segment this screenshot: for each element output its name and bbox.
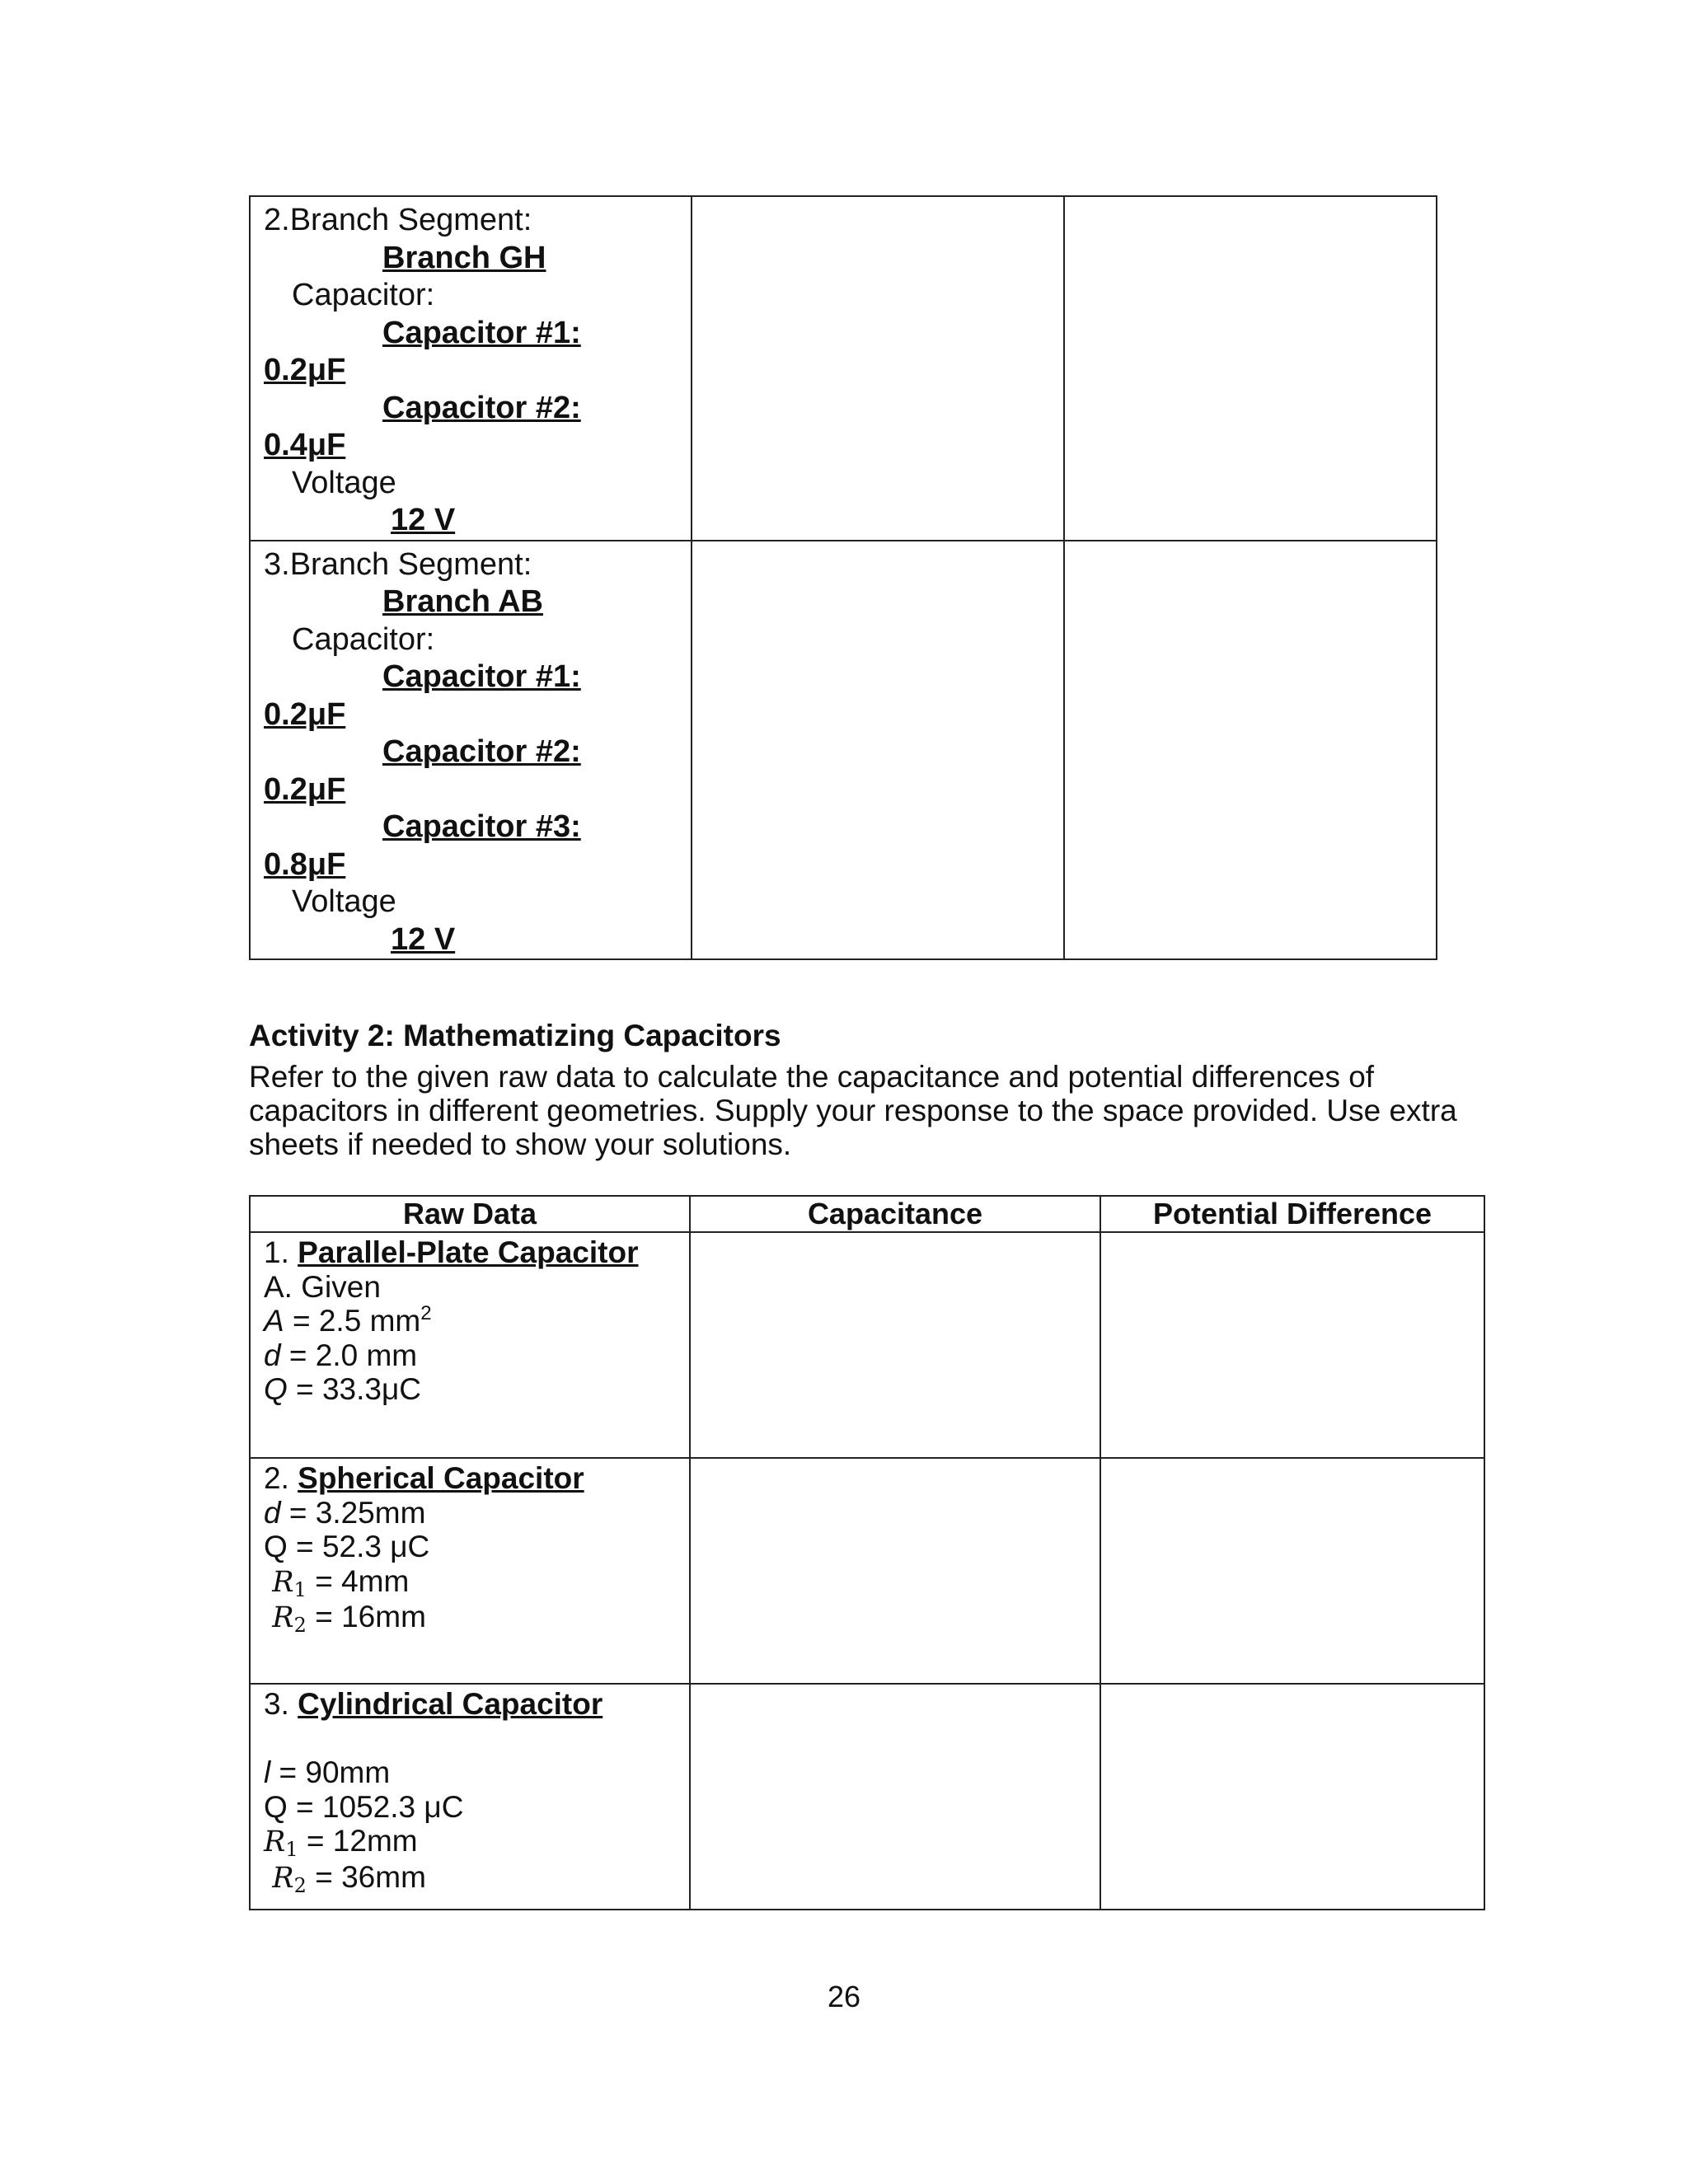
- capacitance-answer-cell[interactable]: [690, 1684, 1100, 1910]
- branch-segment-table: [249, 195, 1437, 960]
- capacitor-label-2: Capacitor #2:: [382, 390, 581, 425]
- segment-label: 2.Branch Segment:: [264, 203, 532, 237]
- area-value: A = 2.5 $mm^2$: [264, 1302, 432, 1338]
- capacitor-type: Parallel-Plate Capacitor: [298, 1235, 639, 1269]
- capacitor-label-2: Capacitor #2:: [382, 734, 581, 769]
- header-raw-data: Raw Data: [250, 1196, 690, 1232]
- raw-data-cell: [250, 1684, 690, 1910]
- capacitor-value-2: 0.2μF: [264, 771, 346, 807]
- activity-title: Activity 2: Mathematizing Capacitors: [249, 1019, 781, 1052]
- capacitor-label-1: Capacitor #1:: [382, 315, 581, 350]
- item-number: 1.: [264, 1235, 289, 1269]
- voltage-value: 12 V: [391, 921, 456, 957]
- capacitance-answer-cell[interactable]: [690, 1232, 1100, 1458]
- branch-name: Branch GH: [382, 240, 546, 275]
- segment-cell: [250, 196, 692, 541]
- answer-cell[interactable]: [692, 541, 1064, 960]
- distance-value: d = 2.0 mm: [264, 1338, 418, 1372]
- raw-data-cell: [250, 1458, 690, 1684]
- answer-cell[interactable]: [1064, 541, 1437, 960]
- capacitor-value-1: 0.2μF: [264, 353, 346, 387]
- voltage-label: Voltage: [292, 884, 396, 919]
- table-row: [250, 1684, 1484, 1910]
- capacitor-label-1: Capacitor #1:: [382, 659, 581, 694]
- table-row: [250, 196, 1437, 541]
- potential-difference-answer-cell[interactable]: [1100, 1232, 1484, 1458]
- answer-cell[interactable]: [692, 196, 1064, 541]
- table-header-row: [250, 1196, 1484, 1232]
- length-value: l = 90mm: [264, 1755, 391, 1789]
- raw-data-cell: [250, 1232, 690, 1458]
- capacitor-label: Capacitor:: [292, 621, 435, 657]
- table-row: [250, 1232, 1484, 1458]
- potential-difference-answer-cell[interactable]: [1100, 1458, 1484, 1684]
- raw-data-table: [249, 1195, 1485, 1910]
- capacitor-label: Capacitor:: [292, 278, 435, 312]
- given-label: A. Given: [264, 1269, 381, 1304]
- item-number: 3.: [264, 1687, 289, 1721]
- table-row: [250, 541, 1437, 960]
- capacitor-value-1: 0.2μF: [264, 696, 346, 732]
- capacitance-answer-cell[interactable]: [690, 1458, 1100, 1684]
- header-potential-difference: Potential Difference: [1100, 1196, 1484, 1232]
- blank-line: [264, 1722, 689, 1756]
- voltage-value: 12 V: [391, 503, 456, 537]
- voltage-label: Voltage: [292, 465, 396, 500]
- charge-value: Q = 1052.3 μC: [264, 1789, 464, 1824]
- charge-value: Q = 52.3 μC: [264, 1530, 430, 1563]
- page-number: 26: [827, 1980, 861, 2013]
- segment-cell: [250, 541, 692, 960]
- charge-value: Q = 33.3μC: [264, 1372, 421, 1406]
- radius-1-value: $R_1 = 4mm$: [272, 1563, 410, 1601]
- potential-difference-answer-cell[interactable]: [1100, 1684, 1484, 1910]
- capacitor-type: Cylindrical Capacitor: [298, 1687, 603, 1721]
- branch-name: Branch AB: [382, 584, 543, 619]
- activity-description: Refer to the given raw data to calculate the capacitance and potential differences of capacitors in different geometries. Supply your response to the space provided. Use extra sheets if needed to show your solutions.: [249, 1060, 1457, 1161]
- answer-cell[interactable]: [1064, 196, 1437, 541]
- capacitor-value-3: 0.8μF: [264, 846, 346, 882]
- radius-1-value: $R_1 = 12mm$: [264, 1824, 418, 1861]
- capacitor-label-3: Capacitor #3:: [382, 809, 581, 844]
- capacitor-type: Spherical Capacitor: [298, 1461, 584, 1495]
- distance-value: d = 3.25mm: [264, 1495, 426, 1530]
- capacitor-value-2: 0.4μF: [264, 428, 346, 462]
- item-number: 2.: [264, 1461, 289, 1495]
- table-row: [250, 1458, 1484, 1684]
- radius-2-value: $R_2 = 16mm$: [272, 1600, 426, 1637]
- header-capacitance: Capacitance: [690, 1196, 1100, 1232]
- segment-label: 3.Branch Segment:: [264, 546, 532, 582]
- radius-2-value: $R_2 = 36mm$: [272, 1859, 426, 1897]
